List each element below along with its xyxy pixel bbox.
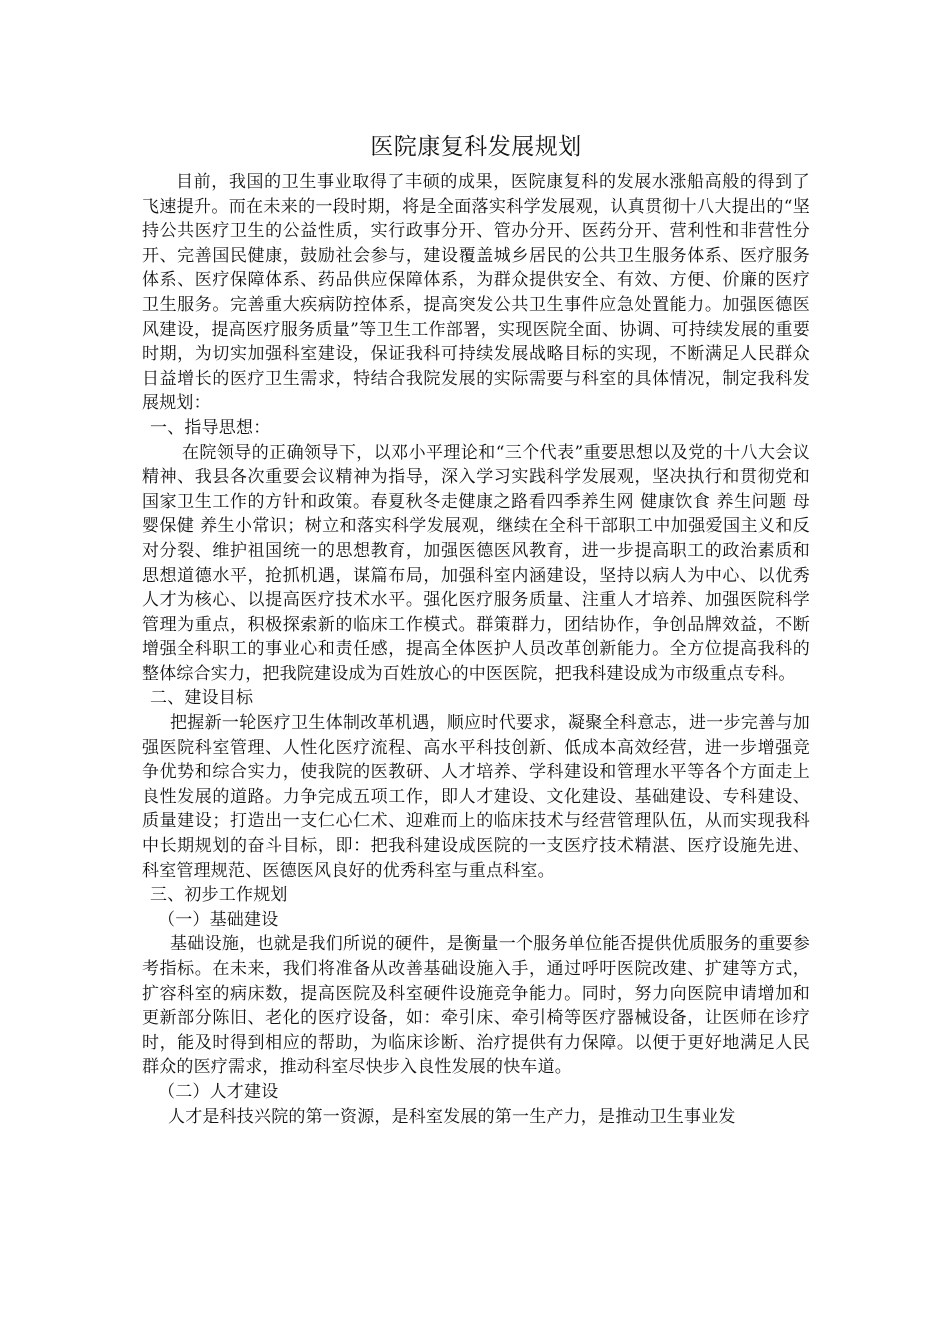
section-heading-construction-goals: 二、建设目标 [150,688,254,709]
page-title: 医院康复科发展规划 [370,134,582,160]
subsection-body-talent: 人才是科技兴院的第一资源，是科室发展的第一生产力，是推动卫生事业发 [168,1106,736,1127]
section-body-construction-goals: 把握新一轮医疗卫生体制改革机遇，顺应时代要求，凝聚全科意志，进一步完善与加强医院科室管理、人性化医疗流程、高水平科技创新、低成本高效经营，进一步增强竞争优势和综合实力，使我院的医教研、人才培养、学科建设和管理水平等各个方面走上良性发展的道路。力争完成五项工作，即人才建设、文化建设、基础建设、专科建设、质量建设；打造出一支仁心仁术、迎难而上的临床技术与经营管理队伍，从而实现我科中长期规划的奋斗目标，即：把我科建设成医院的一支医疗技术精湛、医疗设施先进、科室管理规范、医德医风良好的优秀科室与重点科室。 [142,713,810,881]
section-heading-work-plan: 三、初步工作规划 [150,885,288,906]
subsection-body-infrastructure: 基础设施，也就是我们所说的硬件，是衡量一个服务单位能否提供优质服务的重要参考指标。在未来，我们将准备从改善基础设施入手，通过呼吁医院改建、扩建等方式，扩容科室的病床数，提高医院及科室硬件设施竞争能力。同时，努力向医院申请增加和更新部分陈旧、老化的医疗设备，如：牵引床、牵引椅等医疗器械设备，让医师在诊疗时，能及时得到相应的帮助，为临床诊断、治疗提供有力保障。以便于更好地满足人民群众的医疗需求，推动科室尽快步入良性发展的快车道。 [142,934,810,1078]
section-body-guiding-ideology: 在院领导的正确领导下，以邓小平理论和“三个代表”重要思想以及党的十八大会议精神、我县各次重要会议精神为指导，深入学习实践科学发展观，坚决执行和贯彻党和国家卫生工作的方针和政策。春夏秋冬走健康之路看四季养生网 健康饮食 养生问题 母婴保健 养生小常识；树立和落实科学发展观，继续在全科干部职工中加强爱国主义和反对分裂、维护祖国统一的思想教育，加强医德医风教育，进一步提高职工的政治素质和思想道德水平，抢抓机遇，谋篇布局，加强科室内涵建设，坚持以病人为中心、以优秀人才为核心、以提高医疗技术水平。强化医疗服务质量、注重人才培养、加强医院科学管理为重点，积极探索新的临床工作模式。群策群力，团结协作，争创品牌效益，不断增强全科职工的事业心和责任感，提高全体医护人员改革创新能力。全方位提高我科的整体综合实力，把我院建设成为百姓放心的中医医院，把我科建设成为市级重点专科。 [142,442,810,684]
intro-paragraph: 目前，我国的卫生事业取得了丰硕的成果，医院康复科的发展水涨船高般的得到了飞速提升。而在未来的一段时期，将是全面落实科学发展观，认真贯彻十八大提出的“坚持公共医疗卫生的公益性质，实行政事分开、管办分开、医药分开、营利性和非营性分开、完善国民健康，鼓励社会参与，建设覆盖城乡居民的公共卫生服务体系、医疗服务体系、医疗保障体系、药品供应保障体系，为群众提供安全、有效、方便、价廉的医疗卫生服务。完善重大疾病防控体系，提高突发公共卫生事件应急处置能力。加强医德医风建设，提高医疗服务质量”等卫生工作部署，实现医院全面、协调、可持续发展的重要时期，为切实加强科室建设，保证我科可持续发展战略目标的实现，不断满足人民群众日益增长的医疗卫生需求，特结合我院发展的实际需要与科室的具体情况，制定我科发展规划： [142,172,810,414]
section-heading-guiding-ideology: 一、指导思想： [150,417,271,438]
subsection-heading-infrastructure: （一）基础建设 [158,909,279,930]
subsection-heading-talent: （二）人才建设 [158,1081,279,1102]
document-page [142,130,810,1129]
